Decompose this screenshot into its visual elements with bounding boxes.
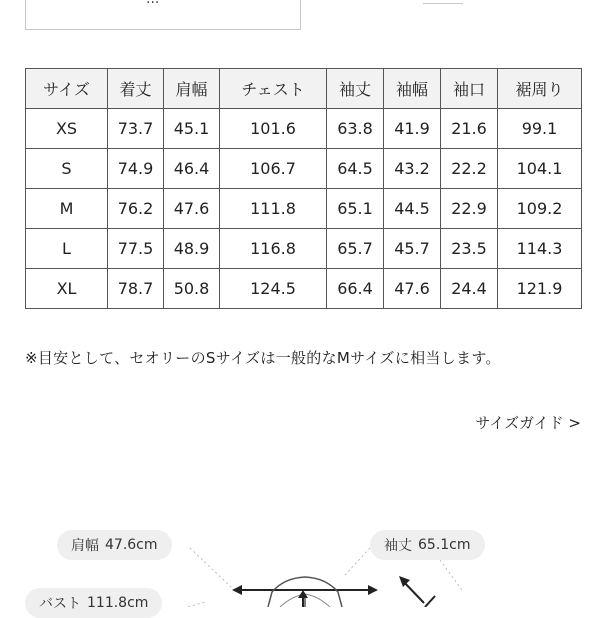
measurement-badge-sleeve: [370, 530, 485, 560]
table-cell: 45.7: [384, 229, 441, 269]
measurement-badge-shoulder: [57, 530, 172, 560]
measurement-label: 肩幅: [71, 538, 99, 554]
measurement-badge-bust: [25, 588, 162, 618]
table-cell: 22.2: [441, 149, 498, 189]
table-cell: S: [26, 149, 108, 189]
header-cell: チェスト: [220, 69, 327, 109]
leader-line-sleeve-2: [440, 560, 462, 590]
table-cell: 65.1: [327, 189, 384, 229]
table-cell: 41.9: [384, 109, 441, 149]
table-cell: 78.7: [108, 269, 164, 309]
table-cell: 24.4: [441, 269, 498, 309]
table-cell: 124.5: [220, 269, 327, 309]
table-cell: 47.6: [164, 189, 220, 229]
table-cell: 104.1: [498, 149, 582, 189]
size-note: ※目安として、セオリーのSサイズは一般的なMサイズに相当します。: [25, 349, 501, 367]
header-cell: 袖口: [441, 69, 498, 109]
table-cell: 121.9: [498, 269, 582, 309]
table-cell: 50.8: [164, 269, 220, 309]
header-cell: 袖幅: [384, 69, 441, 109]
table-cell: 76.2: [108, 189, 164, 229]
shoulder-arrow-right-head: [368, 585, 378, 595]
table-cell: 22.9: [441, 189, 498, 229]
table-cell: 65.7: [327, 229, 384, 269]
measurement-value: 65.1cm: [418, 537, 471, 553]
table-cell: 47.6: [384, 269, 441, 309]
table-cell: M: [26, 189, 108, 229]
leader-line-bust: [188, 602, 205, 607]
leader-line-sleeve: [345, 548, 370, 575]
measurement-value: 47.6cm: [105, 537, 158, 553]
table-cell: 109.2: [498, 189, 582, 229]
table-cell: 46.4: [164, 149, 220, 189]
table-cell: 106.7: [220, 149, 327, 189]
header-cell: 肩幅: [164, 69, 220, 109]
table-cell: 63.8: [327, 109, 384, 149]
measurement-value: 111.8cm: [87, 595, 149, 611]
table-cell: 64.5: [327, 149, 384, 189]
table-cell: 99.1: [498, 109, 582, 149]
table-cell: 23.5: [441, 229, 498, 269]
table-cell: XS: [26, 109, 108, 149]
table-cell: 48.9: [164, 229, 220, 269]
table-cell: 21.6: [441, 109, 498, 149]
table-cell: XL: [26, 269, 108, 309]
leader-line-shoulder: [190, 548, 232, 588]
sleeve-edge-line: [425, 596, 435, 607]
shoulder-arrow-left-head: [232, 585, 242, 595]
size-guide-link[interactable]: サイズガイド >: [475, 414, 581, 432]
table-cell: 44.5: [384, 189, 441, 229]
table-cell: 66.4: [327, 269, 384, 309]
table-cell: 116.8: [220, 229, 327, 269]
table-cell: 111.8: [220, 189, 327, 229]
table-cell: 43.2: [384, 149, 441, 189]
header-cell: 裾周り: [498, 69, 582, 109]
table-cell: 114.3: [498, 229, 582, 269]
table-cell: 101.6: [220, 109, 327, 149]
header-cell: 着丈: [108, 69, 164, 109]
table-cell: 74.9: [108, 149, 164, 189]
header-cell: 袖丈: [327, 69, 384, 109]
header-cell: サイズ: [26, 69, 108, 109]
table-cell: 45.1: [164, 109, 220, 149]
table-cell: 77.5: [108, 229, 164, 269]
measurement-label: バスト: [39, 596, 81, 612]
table-cell: L: [26, 229, 108, 269]
table-cell: 73.7: [108, 109, 164, 149]
measurement-label: 袖丈: [384, 538, 412, 554]
